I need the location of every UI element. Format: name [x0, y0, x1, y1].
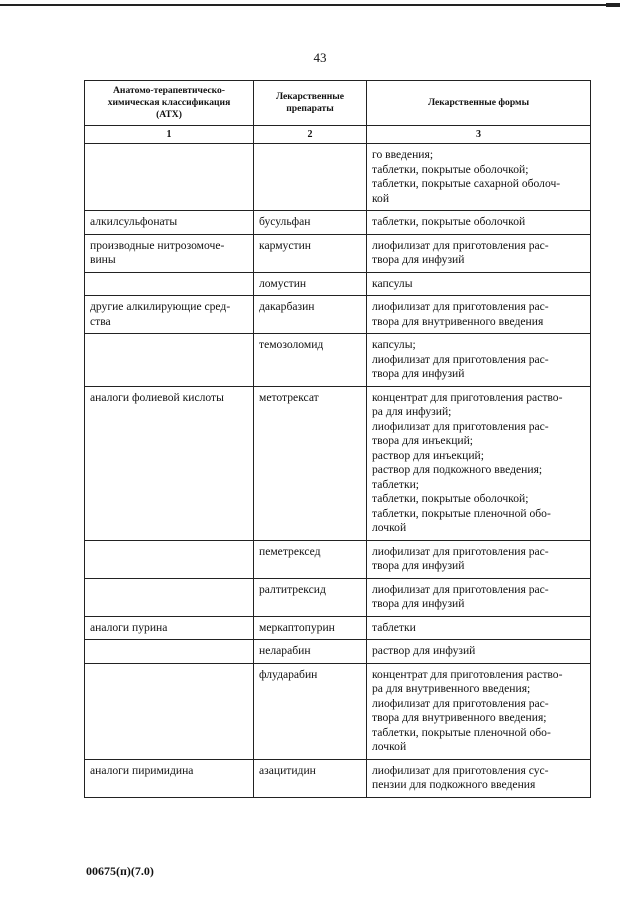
forms-cell: лиофилизат для приготовления рас- твора для инфузий — [367, 234, 591, 272]
drug-cell: меркаптопурин — [254, 616, 367, 640]
atx-cell — [85, 334, 254, 387]
header-atx: Анатомо-терапевтическо- химическая классификация (АТХ) — [85, 81, 254, 126]
column-number-row — [85, 126, 591, 144]
table-row — [85, 211, 591, 235]
table-body — [85, 144, 591, 798]
table-row — [85, 640, 591, 664]
drug-cell — [254, 144, 367, 211]
table-row — [85, 616, 591, 640]
table-row — [85, 540, 591, 578]
top-border-line — [0, 4, 620, 6]
atx-cell — [85, 578, 254, 616]
table-row — [85, 663, 591, 759]
drug-cell: бусульфан — [254, 211, 367, 235]
atx-cell — [85, 540, 254, 578]
table-row — [85, 144, 591, 211]
forms-cell: капсулы — [367, 272, 591, 296]
atx-cell — [85, 144, 254, 211]
table-row — [85, 272, 591, 296]
forms-cell: лиофилизат для приготовления сус- пензии для подкожного введения — [367, 759, 591, 797]
drug-cell: неларабин — [254, 640, 367, 664]
column-number-1: 1 — [85, 126, 254, 144]
page-number: 43 — [313, 50, 327, 65]
atx-cell: аналоги пиримидина — [85, 759, 254, 797]
atx-cell: аналоги пурина — [85, 616, 254, 640]
forms-cell: капсулы; лиофилизат для приготовления рас- твора для инфузий — [367, 334, 591, 387]
drug-cell: азацитидин — [254, 759, 367, 797]
atx-cell — [85, 640, 254, 664]
drug-cell: ралтитрексид — [254, 578, 367, 616]
atx-cell: аналоги фолиевой кислоты — [85, 386, 254, 540]
table-row — [85, 386, 591, 540]
column-number-2: 2 — [254, 126, 367, 144]
drug-cell: кармустин — [254, 234, 367, 272]
footer-code: 00675(п)(7.0) — [86, 864, 154, 878]
table-header-row — [85, 81, 591, 126]
drug-cell: темозоломид — [254, 334, 367, 387]
drug-cell: дакарбазин — [254, 296, 367, 334]
drug-cell: флударабин — [254, 663, 367, 759]
atx-cell: другие алкилирующие сред- ства — [85, 296, 254, 334]
drug-cell: пеметрексед — [254, 540, 367, 578]
forms-cell: го введения; таблетки, покрытые оболочкой; таблетки, покрытые сахарной оболоч- кой — [367, 144, 591, 211]
atx-cell — [85, 663, 254, 759]
table-row — [85, 334, 591, 387]
top-border-mark — [606, 3, 620, 7]
table-row — [85, 578, 591, 616]
forms-cell: лиофилизат для приготовления рас- твора для внутривенного введения — [367, 296, 591, 334]
forms-cell: раствор для инфузий — [367, 640, 591, 664]
atx-cell: алкилсульфонаты — [85, 211, 254, 235]
forms-cell: концентрат для приготовления раство- ра для инфузий; лиофилизат для приготовления рас- твора для инъекций; раствор для инъекций; раствор для подкожного введения; таблетки; таблетки, покрытые оболочкой; таблетки, покрытые пленочной обо- лочкой — [367, 386, 591, 540]
forms-cell: таблетки — [367, 616, 591, 640]
forms-cell: лиофилизат для приготовления рас- твора для инфузий — [367, 540, 591, 578]
drug-cell: метотрексат — [254, 386, 367, 540]
atx-cell: производные нитрозомоче- вины — [85, 234, 254, 272]
table-row — [85, 759, 591, 797]
table-row — [85, 234, 591, 272]
header-drugs: Лекарственные препараты — [254, 81, 367, 126]
drug-forms-table — [84, 80, 591, 798]
atx-cell — [85, 272, 254, 296]
header-forms: Лекарственные формы — [367, 81, 591, 126]
drug-cell: ломустин — [254, 272, 367, 296]
column-number-3: 3 — [367, 126, 591, 144]
forms-cell: таблетки, покрытые оболочкой — [367, 211, 591, 235]
forms-cell: концентрат для приготовления раство- ра для внутривенного введения; лиофилизат для приготовления рас- твора для внутривенного введения; таблетки, покрытые пленочной обо- лочкой — [367, 663, 591, 759]
table-row — [85, 296, 591, 334]
forms-cell: лиофилизат для приготовления рас- твора для инфузий — [367, 578, 591, 616]
